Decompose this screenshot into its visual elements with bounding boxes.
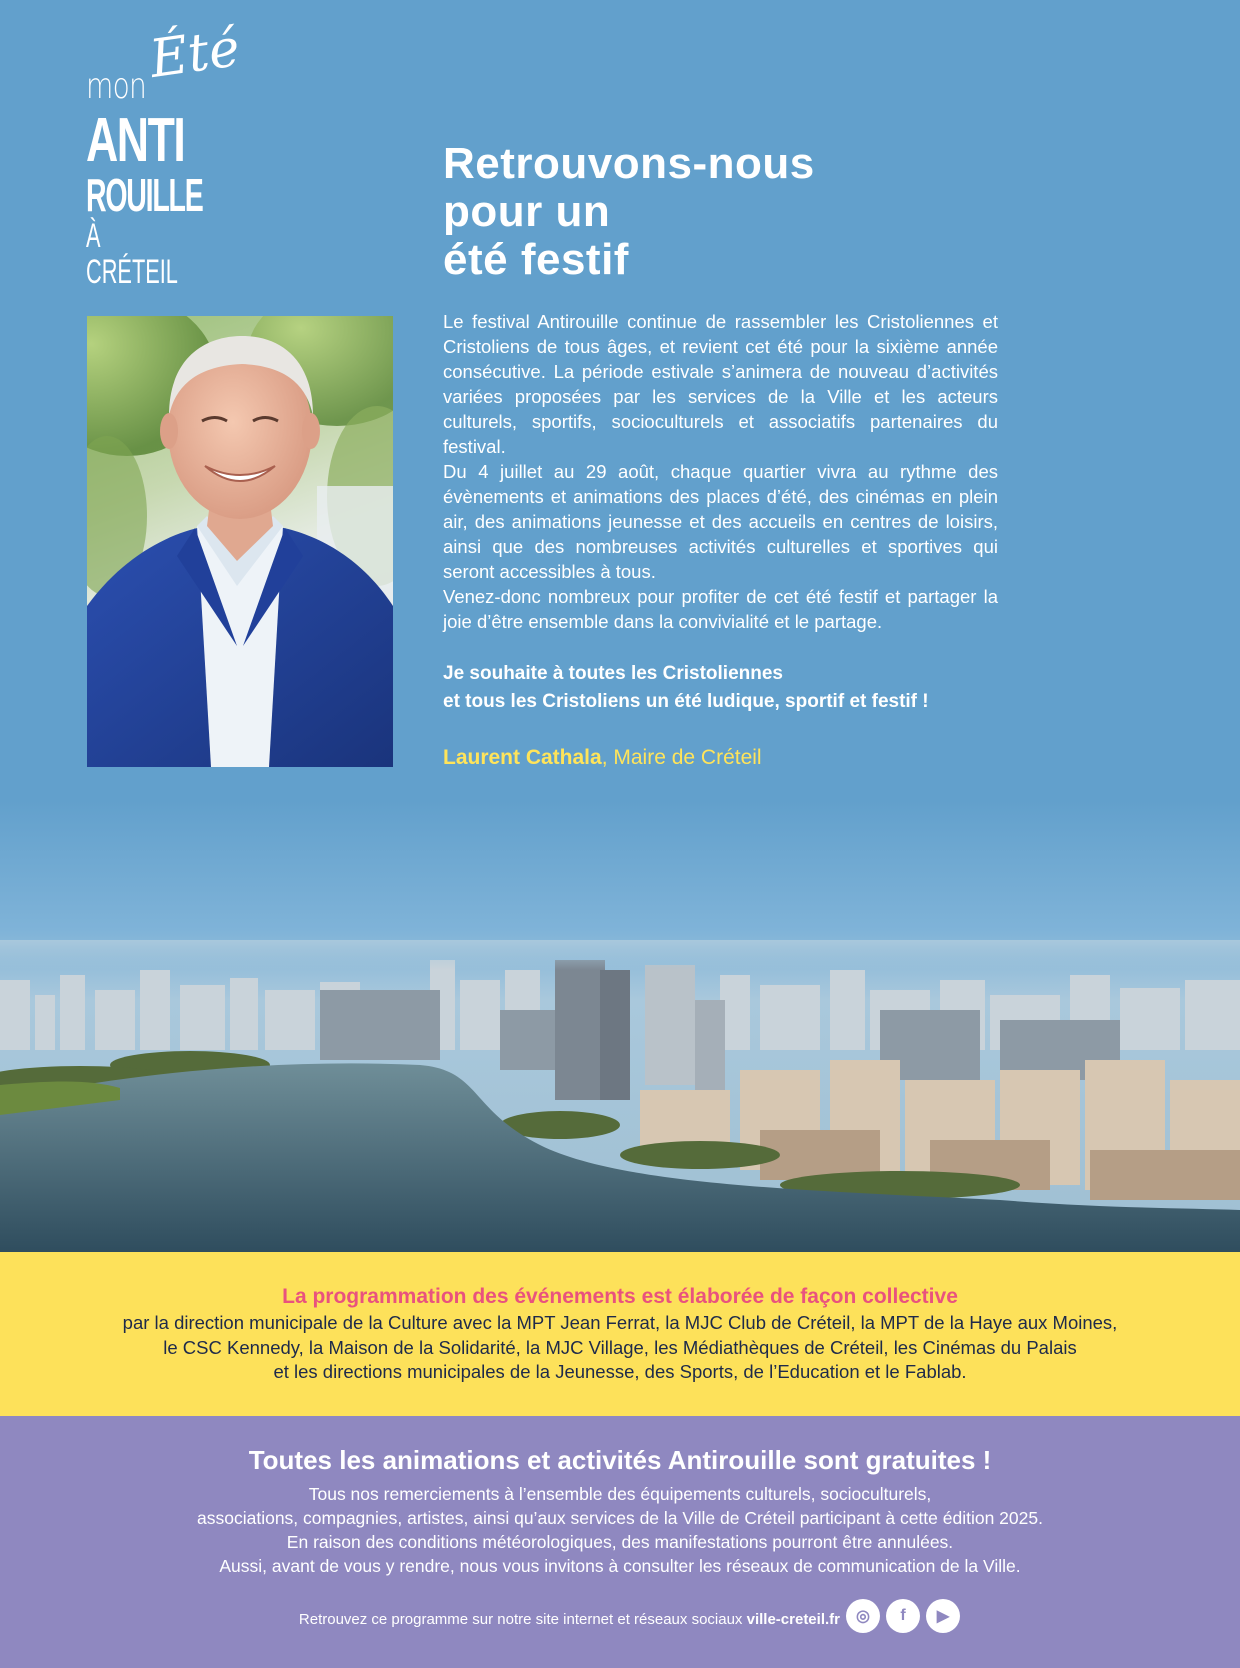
headline-line-2: pour un (443, 187, 611, 236)
wish-line-2: et tous les Cristoliens un été ludique, sportif et festif ! (443, 691, 929, 712)
logo-mon: mon (86, 66, 146, 107)
editorial-body (443, 309, 998, 634)
antirouille-logo (86, 18, 244, 291)
signature (443, 744, 762, 772)
instagram-glyph: ◎ (856, 1608, 870, 1625)
body-paragraph-2: Du 4 juillet au 29 août, chaque quartier vivra au rythme des évènements et animations des places d’été, des cinémas en plein air, des animations jeunesse et des accueils en centres de loisirs, ainsi que des nombreuses activités culturelles et sportives qui seront accessibles à tous. (443, 461, 998, 582)
website-footer (0, 1608, 840, 1632)
youtube-icon[interactable] (926, 1599, 960, 1633)
logo-a-creteil: À CRÉTEIL (86, 217, 178, 291)
signature-name: Laurent Cathala (443, 746, 602, 769)
instagram-icon[interactable] (846, 1599, 880, 1633)
programming-text (0, 1311, 1240, 1385)
headline-line-1: Retrouvons-nous (443, 139, 815, 188)
wish-line-1: Je souhaite à toutes les Cristoliennes (443, 663, 783, 684)
programming-title: La programmation des événements est élaborée de façon collective (282, 1285, 958, 1308)
footer-text: Retrouvez ce programme sur notre site internet et réseaux sociaux (298, 1611, 747, 1628)
headline-line-3: été festif (443, 235, 629, 284)
thanks-line-2: associations, compagnies, artistes, ainsi qu’aux services de la Ville de Créteil participant à cette édition 2025. (197, 1508, 1043, 1528)
website-link[interactable]: ville-creteil.fr (746, 1611, 840, 1628)
free-activities-band (0, 1416, 1240, 1668)
headline (443, 140, 1003, 284)
portrait-illustration (87, 316, 393, 767)
programming-line-1: par la direction municipale de la Culture avec la MPT Jean Ferrat, la MJC Club de Créteil, la MPT de la Haye aux Moines, (122, 1312, 1118, 1333)
consult-line: Aussi, avant de vous y rendre, nous vous invitons à consulter les réseaux de communication de la Ville. (219, 1556, 1021, 1576)
free-activities-text (0, 1482, 1240, 1578)
programming-band (0, 1252, 1240, 1416)
city-panorama (0, 940, 1240, 1252)
logo-rouille: ROUILLE (86, 169, 203, 221)
logo-ete: Été (146, 18, 244, 90)
body-paragraph-3: Venez-donc nombreux pour profiter de cet été festif et partager la joie d’être ensemble dans la convivialité et le partage. (443, 586, 998, 632)
youtube-glyph: ▶ (936, 1608, 950, 1625)
body-paragraph-1: Le festival Antirouille continue de rassembler les Cristoliennes et Cristoliens de tous âges, et revient cet été pour la sixième année consécutive. La période estivale s’animera de nouveau d’activités variées proposées par les services de la Ville et les acteurs culturels, sportifs, socioculturels et associatifs partenaires du festival. (443, 311, 998, 457)
programming-line-3: et les directions municipales de la Jeunesse, des Sports, de l’Education et le Fablab. (273, 1361, 967, 1382)
mayor-portrait (87, 316, 393, 767)
facebook-icon[interactable] (886, 1599, 920, 1633)
thanks-line-1: Tous nos remerciements à l’ensemble des équipements culturels, socioculturels, (308, 1484, 932, 1504)
weather-line: En raison des conditions météorologiques, des manifestations pourront être annulées. (286, 1532, 954, 1552)
mayor-wish (443, 660, 1043, 716)
signature-role: , Maire de Créteil (601, 746, 762, 769)
facebook-glyph: f (900, 1607, 906, 1624)
free-activities-title: Toutes les animations et activités Antirouille sont gratuites ! (248, 1445, 992, 1475)
programming-line-2: le CSC Kennedy, la Maison de la Solidarité, la MJC Village, les Médiathèques de Créteil, les Cinémas du Palais (163, 1336, 1077, 1358)
logo-anti: ANTI (86, 106, 185, 175)
